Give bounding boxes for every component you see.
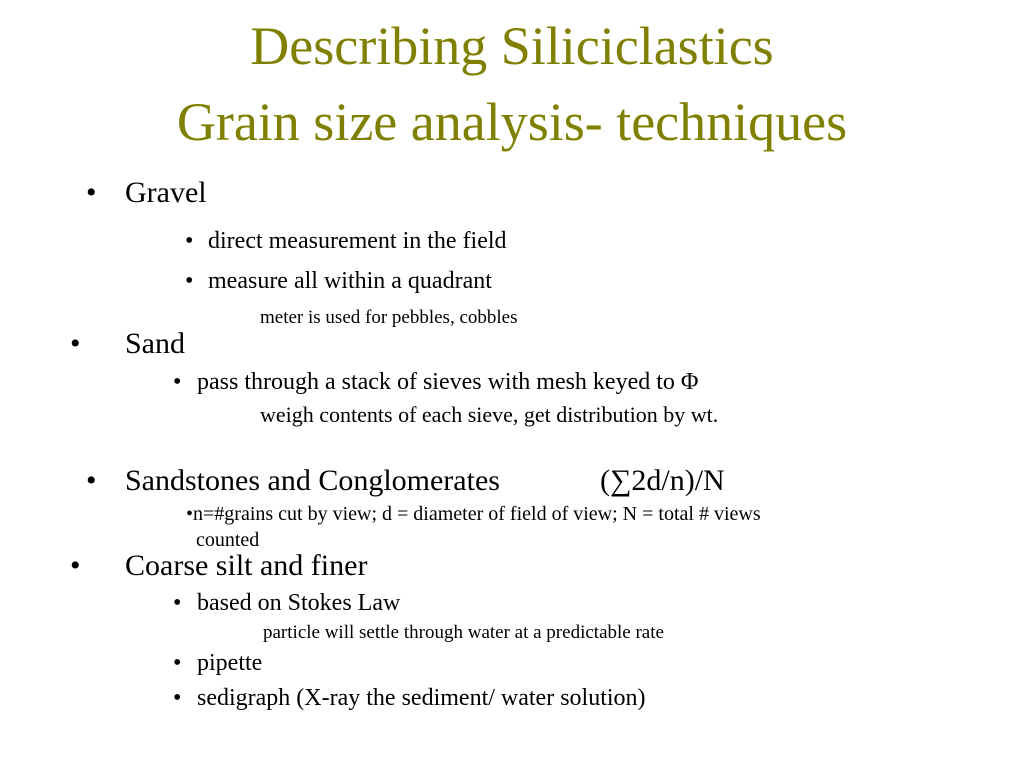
- silt-item-stokes-law: based on Stokes Law: [197, 590, 401, 616]
- sandstones-formula: (∑2d/n)/N: [600, 464, 725, 497]
- gravel-item-direct-measurement: direct measurement in the field: [208, 228, 507, 254]
- sandstones-bullet: •: [86, 464, 97, 497]
- sandstones-heading: Sandstones and Conglomerates: [125, 464, 500, 497]
- gravel-bullet: •: [86, 176, 97, 209]
- silt-bullet: •: [70, 549, 81, 582]
- sandstones-note-line-1: •n=#grains cut by view; d = diameter of field of view; N = total # views: [186, 503, 761, 525]
- silt-note: particle will settle through water at a predictable rate: [263, 622, 664, 643]
- slide-title-line-1: Describing Siliciclastics: [250, 16, 774, 76]
- gravel-item-quadrant: measure all within a quadrant: [208, 268, 492, 294]
- silt-item-sedigraph: sedigraph (X-ray the sediment/ water solution): [197, 685, 646, 711]
- silt-heading: Coarse silt and finer: [125, 549, 368, 582]
- sand-bullet: •: [70, 327, 81, 360]
- silt-item-bullet: •: [173, 650, 182, 676]
- sand-item-bullet: •: [173, 369, 182, 395]
- slide-title-line-2: Grain size analysis- techniques: [176, 92, 848, 152]
- gravel-item-bullet: •: [185, 228, 194, 254]
- silt-item-bullet: •: [173, 685, 182, 711]
- silt-item-bullet: •: [173, 590, 182, 616]
- gravel-heading: Gravel: [125, 176, 207, 209]
- sandstones-note-line-2: counted: [196, 529, 260, 551]
- gravel-item-bullet: •: [185, 268, 194, 294]
- sand-item-sieves: pass through a stack of sieves with mesh keyed to Φ: [197, 369, 699, 395]
- sand-note: weigh contents of each sieve, get distribution by wt.: [260, 402, 719, 427]
- gravel-note: meter is used for pebbles, cobbles: [260, 307, 518, 328]
- silt-item-pipette: pipette: [197, 650, 263, 676]
- sand-heading: Sand: [125, 327, 185, 360]
